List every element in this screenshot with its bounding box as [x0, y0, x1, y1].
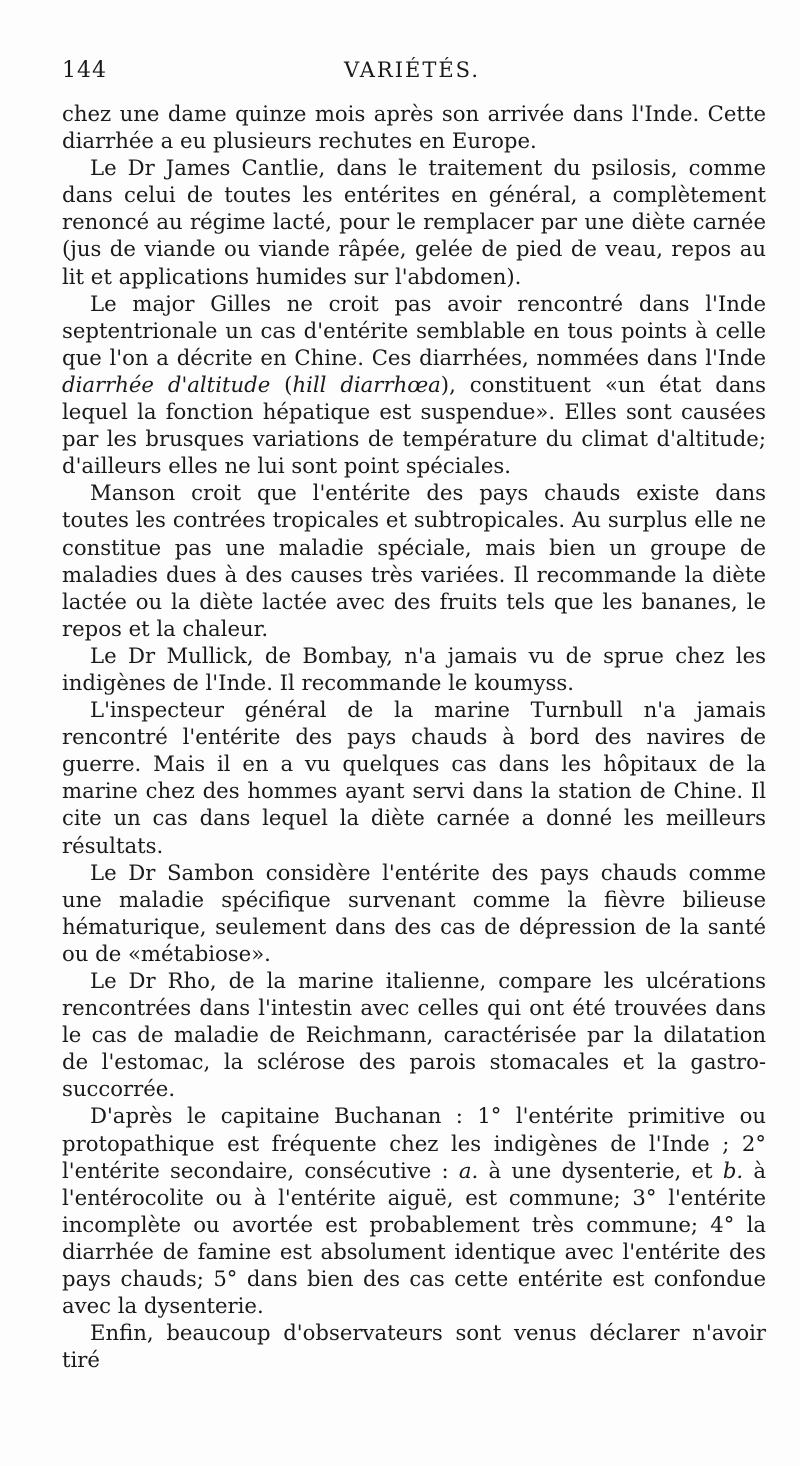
paragraph-buchanan: [62, 1102, 766, 1319]
paragraph-gilles-part1: Le major Gilles ne croit pas avoir rencontré dans l'Inde septentrionale un cas d'entérite semblable en tous points à celle que l'on a décrite en Chine. Ces diarrhées, nommées dans l'Inde: [62, 290, 766, 370]
term-a: a.: [458, 1157, 479, 1183]
body-text: [62, 100, 766, 1373]
paragraph-manson: Manson croit que l'entérite des pays chauds existe dans toutes les contrées tropicales et subtropicales. Au surplus elle ne constitue pas une maladie spéciale, mais bien un groupe de maladies dues à des causes très variées. Il recommande la diète lactée ou la diète lactée avec des fruits tels que les bananes, le repos et la chaleur.: [62, 480, 766, 641]
paragraph-mullick: Le Dr Mullick, de Bombay, n'a jamais vu de sprue chez les indigènes de l'Inde. Il recommande le koumyss.: [62, 642, 766, 695]
paragraph-gilles-part3: ), constituent «un état dans lequel la fonction hépatique est suspendue». Elles sont causées par les brusques variations de température du climat d'altitude; d'ailleurs elles ne lui sont point spéciales.: [62, 371, 766, 479]
paragraph-buchanan-part1: D'après le capitaine Buchanan : 1° l'entérite primitive ou protopathique est fréquente chez les indigènes de l'Inde ; 2° l'entérite secondaire, consécutive :: [62, 1103, 766, 1183]
paragraph-buchanan-part3: à l'entérocolite ou à l'entérite aiguë, est commune; 3° l'entérite incomplète ou avortée est probablement très commune; 4° la diarrhée de famine est absolument identique avec l'entérite des pays chauds; 5° dans bien des cas cette entérite est confondue avec la dysenterie.: [62, 1157, 766, 1319]
paragraph-buchanan-part2: à une dysenterie, et: [478, 1157, 723, 1183]
paragraph-turnbull: L'inspecteur général de la marine Turnbull n'a jamais rencontré l'entérite des pays chauds à bord des navires de guerre. Mais il en a vu quelques cas dans les hôpitaux de la marine chez des hommes ayant servi dans la station de Chine. Il cite un cas dans lequel la diète carnée a donné les meilleurs résultats.: [62, 697, 766, 858]
page-header: [62, 58, 762, 88]
paragraph-gilles-part2: (: [270, 371, 293, 397]
paragraph-gilles: [62, 290, 766, 480]
paragraph-cantlie: Le Dr James Cantlie, dans le traitement du psilosis, comme dans celui de toutes les entérites en général, a complètement renoncé au régime lacté, pour le remplacer par une diète carnée (jus de viande ou viande râpée, gelée de pied de veau, repos au lit et applications humides sur l'abdomen).: [62, 155, 766, 289]
paragraph-rho: Le Dr Rho, de la marine italienne, compare les ulcérations rencontrées dans l'intestin avec celles qui ont été trouvées dans le cas de maladie de Reichmann, caractérisée par la dilatation de l'estomac, la sclérose des parois stomacales et la gastro-succorrée.: [62, 968, 766, 1102]
term-diarrhee-altitude: diarrhée d'altitude: [62, 371, 271, 397]
running-title: VARIÉTÉS.: [344, 58, 480, 82]
term-b: b.: [722, 1157, 744, 1183]
page-number: 144: [62, 58, 107, 83]
paragraph-enfin: Enfin, beaucoup d'observateurs sont venus déclarer n'avoir tiré: [62, 1320, 766, 1373]
paragraph-continued: chez une dame quinze mois après son arrivée dans l'Inde. Cette diarrhée a eu plusieurs rechutes en Europe.: [62, 101, 766, 154]
term-hill-diarrhoea: hill diarrhœa: [292, 371, 441, 397]
paragraph-sambon: Le Dr Sambon considère l'entérite des pays chauds comme une maladie spécifique survenant comme la fièvre bilieuse hématurique, seulement dans des cas de dépression de la santé ou de «métabiose».: [62, 859, 766, 966]
